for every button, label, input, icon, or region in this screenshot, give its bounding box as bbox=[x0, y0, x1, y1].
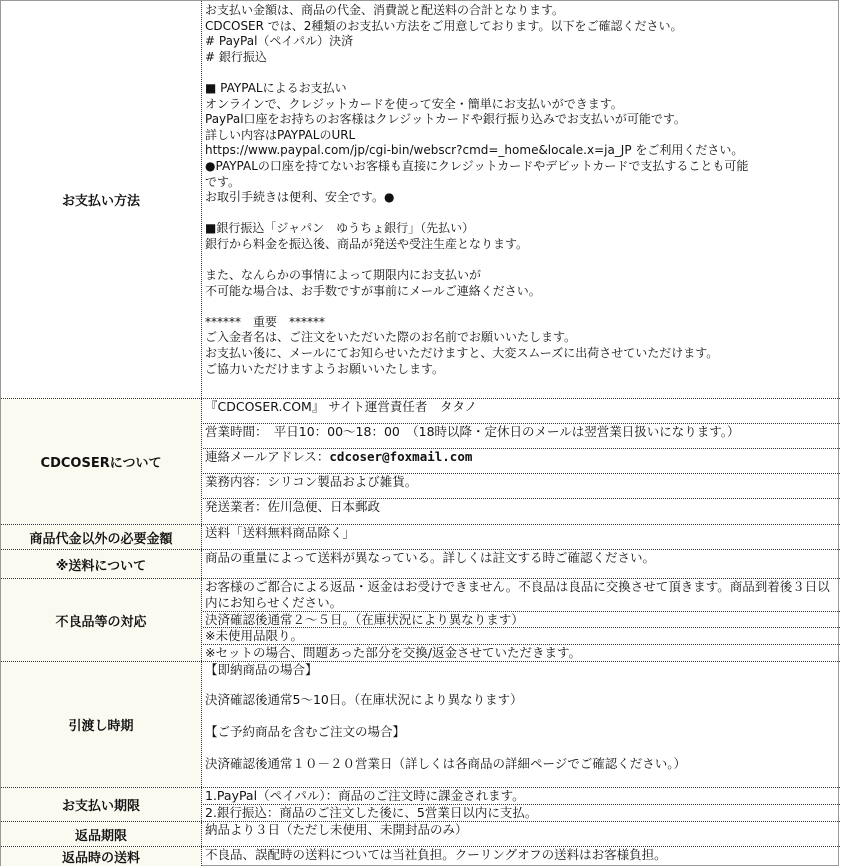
cell-text: 2.銀行振込：商品のご注文した後に、5営業日以内に支払。 bbox=[205, 805, 538, 820]
cell-text: 商品の重量によって送料が異なっている。詳しくは註文する時ご確認ください。 bbox=[205, 550, 656, 565]
cell-text: 【即納商品の場合】 bbox=[205, 662, 318, 677]
operator: 『CDCOSER.COM』 サイト運営責任者 タタノ bbox=[203, 399, 840, 424]
cell-text: ※未使用品限り。 bbox=[203, 628, 840, 645]
payment-text-line: # PayPal（ペイパル）決済 bbox=[205, 34, 354, 49]
business-content: 業務内容：シリコン製品および雑貨。 bbox=[203, 474, 840, 499]
payment-text-line: お取引手続きは便利、安全です。● bbox=[205, 190, 395, 205]
cell-text: 決済確認後通常２〜５日。（在庫状況により異なります） bbox=[203, 612, 840, 628]
payment-text-line bbox=[205, 206, 840, 222]
row-label: CDCOSERについて bbox=[1, 399, 202, 524]
row-label: ※送料について bbox=[1, 550, 202, 578]
carriers: 発送業者：佐川急便、日本郵政 bbox=[205, 499, 381, 514]
payment-text-line bbox=[205, 253, 840, 269]
cell-text: 1.PayPal（ペイパル）：商品のご注文時に課金されます。 bbox=[203, 788, 840, 805]
cell-text: ※セットの場合、問題あった部分を交換/返金させていただきます。 bbox=[205, 645, 582, 660]
payment-text-line bbox=[205, 65, 840, 81]
cell-text: お客様のご都合による返品・返金はお受けできません。不良品は良品に交換させて頂きます。商品到着後３日以内にお知らせください。 bbox=[203, 579, 840, 612]
row-return-deadline bbox=[1, 822, 840, 847]
cell-text: 【ご予約商品を含むご注文の場合】 bbox=[205, 724, 406, 739]
row-label: お支払い期限 bbox=[1, 788, 202, 821]
row-shipping bbox=[1, 550, 840, 579]
payment-method-text bbox=[203, 1, 840, 398]
row-label: 返品期限 bbox=[1, 822, 202, 846]
payment-text-line: ****** 重要 ****** bbox=[205, 314, 326, 329]
payment-text-line: オンラインで、クレジットカードを使って安全・簡単にお支払いができます。 bbox=[205, 96, 623, 111]
row-extra-fees bbox=[1, 525, 840, 550]
cell-text: 納品より３日（ただし未使用、未開封品のみ） bbox=[205, 822, 468, 837]
row-payment-method bbox=[1, 1, 840, 399]
row-return-shipping bbox=[1, 847, 840, 866]
row-label: 返品時の送料 bbox=[1, 847, 202, 866]
payment-text-line: ご入金者名は、ご注文をいただいた際のお名前でお願いいたします。 bbox=[205, 330, 577, 345]
email-link[interactable]: cdcoser@foxmail.com bbox=[329, 449, 473, 464]
row-about bbox=[1, 399, 840, 525]
cell-text: 決済確認後通常5〜10日。（在庫状況により異なります） bbox=[205, 692, 523, 707]
payment-text-line: https://www.paypal.com/jp/cgi-bin/webscr?cmd=_home&locale.x=ja_JP をご利用ください。 bbox=[205, 143, 744, 158]
business-hours: 営業時間： 平日10：00〜18：00 （18時以降・定休日のメールは翌営業日扱いになります。） bbox=[203, 424, 840, 449]
row-label: 商品代金以外の必要金額 bbox=[1, 525, 202, 549]
payment-text-line: ご協力いただけますようお願いいたします。 bbox=[205, 361, 445, 376]
payment-text-line: お支払い金額は、商品の代金、消費説と配送料の合計となります。 bbox=[205, 3, 565, 17]
row-delivery bbox=[1, 662, 840, 788]
contact-email bbox=[203, 449, 840, 474]
payment-text-line: ■ PAYPALによるお支払い bbox=[205, 80, 347, 95]
payment-text-line: お支払い後に、メールにてお知らせいただけますと、大変スムーズに出荷させていただけます。 bbox=[205, 346, 719, 361]
cell-text: 送料「送料無料商品除く」 bbox=[205, 525, 356, 540]
row-label: 不良品等の対応 bbox=[1, 579, 202, 661]
payment-text-line: また、なんらかの事情によって期限内にお支払いが bbox=[205, 268, 482, 283]
payment-text-line: 不可能な場合は、お手数ですが事前にメールご連絡ください。 bbox=[205, 283, 541, 298]
payment-text-line: # 銀行振込 bbox=[205, 49, 267, 64]
cell-text: 決済確認後通常１０－２０営業日（詳しくは各商品の詳細ページでご確認ください。） bbox=[205, 756, 687, 771]
payment-text-line bbox=[205, 299, 840, 315]
payment-text-line: ●PAYPALの口座を持てないお客様も直接にクレジットカードやデビットカードで支払することも可能 bbox=[205, 158, 749, 173]
row-label: お支払い方法 bbox=[1, 1, 202, 398]
payment-text-line: 銀行から料金を振込後、商品が発送や受注生産となります。 bbox=[205, 236, 529, 251]
row-payment-deadline bbox=[1, 788, 840, 822]
payment-text-line: CDCOSER では、2種類のお支払い方法をご用意しております。以下をご確認ください。 bbox=[205, 18, 683, 33]
email-label: 連絡メールアドレス： bbox=[205, 449, 330, 464]
payment-text-line: 詳しい内容はPAYPALのURL bbox=[205, 127, 356, 142]
cell-text: 不良品、誤配時の送料については当社負担。クーリングオフの送料はお客様負担。 bbox=[205, 847, 667, 862]
payment-text-line: です。 bbox=[205, 174, 241, 189]
row-defects bbox=[1, 579, 840, 662]
payment-text-line: PayPal口座をお持ちのお客様はクレジットカードや銀行振り込みでお支払いが可能です。 bbox=[205, 112, 686, 127]
row-label: 引渡し時期 bbox=[1, 662, 202, 787]
payment-text-line: ■銀行振込「ジャパン ゆうちょ銀行」（先払い） bbox=[205, 221, 475, 236]
